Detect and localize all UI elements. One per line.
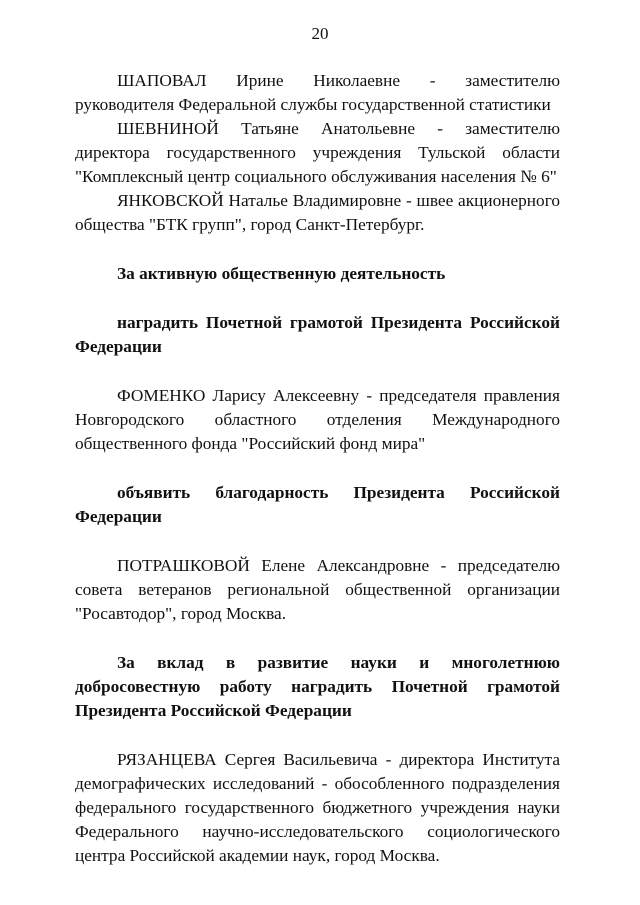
spacer [75, 626, 560, 651]
document-body [75, 69, 560, 868]
section-heading-public-activity: За активную общественную деятельность [117, 264, 446, 283]
award-entry-potrashkova: ПОТРАШКОВОЙ Елене Александровне - председателю совета ветеранов региональной общественной организации "Росавтодор", город Москва. [75, 556, 560, 623]
spacer [75, 456, 560, 481]
award-heading-certificate: наградить Почетной грамотой Президента Российской Федерации [75, 313, 560, 356]
award-heading-gratitude: объявить благодарность Президента Российской Федерации [75, 483, 560, 526]
award-entry-shevnina: ШЕВНИНОЙ Татьяне Анатольевне - заместителю директора государственного учреждения Тульской области "Комплексный центр социального обслуживания населения № 6" [75, 119, 560, 186]
spacer [75, 286, 560, 311]
spacer [75, 359, 560, 384]
award-entry-shapoval: ШАПОВАЛ Ирине Николаевне - заместителю руководителя Федеральной службы государственной статистики [75, 71, 560, 114]
section-heading-science: За вклад в развитие науки и многолетнюю добросовестную работу наградить Почетной грамотой Президента Российской Федерации [75, 653, 560, 720]
spacer [75, 237, 560, 262]
award-entry-yankovskaya: ЯНКОВСКОЙ Наталье Владимировне - швее акционерного общества "БТК групп", город Санкт-Петербург. [75, 191, 560, 234]
spacer [75, 529, 560, 554]
award-entry-fomenko: ФОМЕНКО Ларису Алексеевну - председателя правления Новгородского областного отделения Международного общественного фонда "Российский фонд мира" [75, 386, 560, 453]
award-entry-ryazantsev: РЯЗАНЦЕВА Сергея Васильевича - директора Института демографических исследований - обособленного подразделения федерального государственного бюджетного учреждения науки Федерального научно-исследовательского социологического центра Российской академии наук, город Москва. [75, 750, 560, 865]
page-number: 20 [311, 24, 329, 43]
spacer [75, 723, 560, 748]
